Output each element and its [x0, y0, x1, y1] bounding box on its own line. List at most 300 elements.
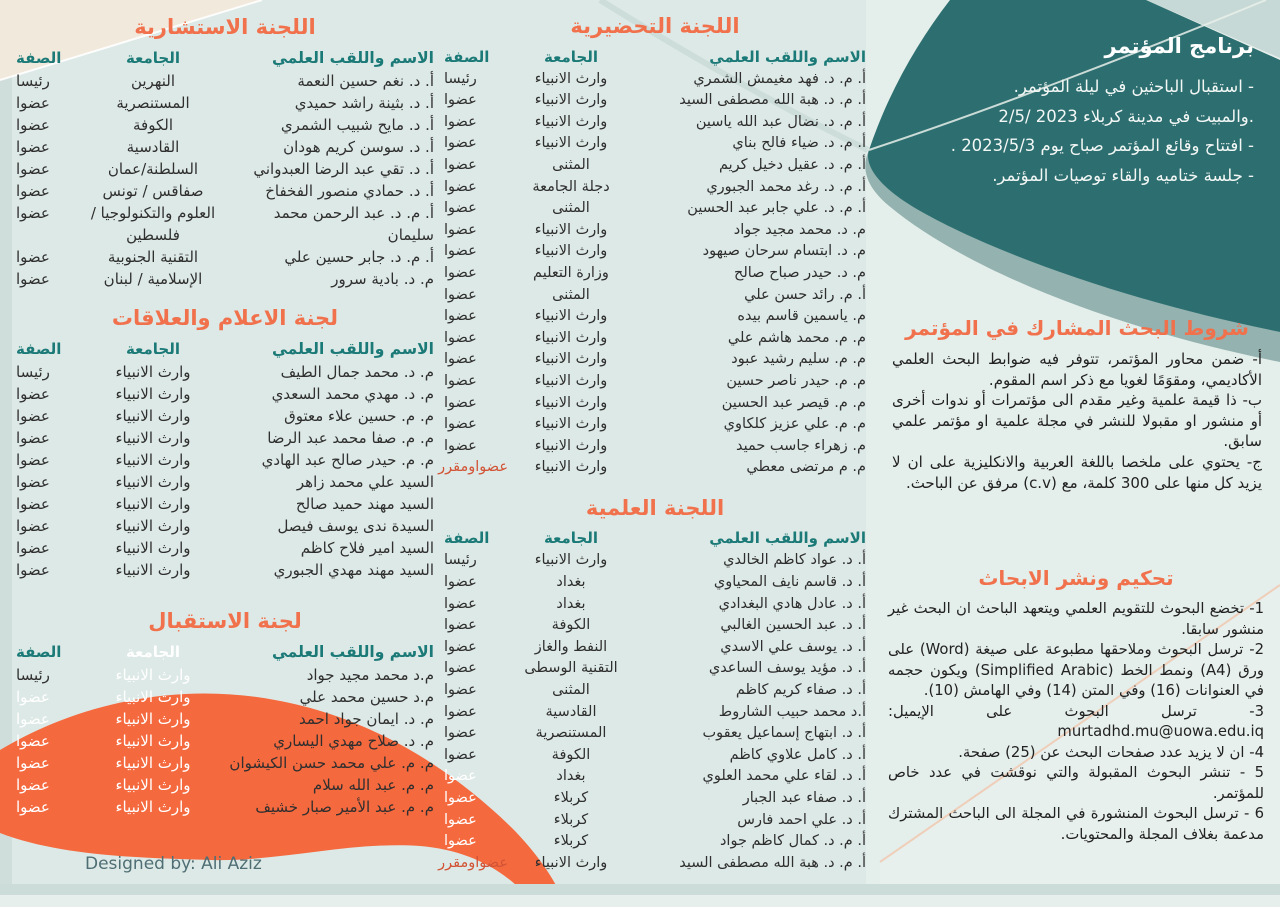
- table-row: [444, 133, 866, 155]
- role-cell: عضوا: [444, 595, 477, 612]
- university-cell: وارث الانبياء: [534, 135, 608, 152]
- name-cell: م. م. محمد هاشم علي: [727, 329, 866, 346]
- table-row: [444, 414, 866, 436]
- name-cell: أ. م. د. عبد الرحمن محمد سليمان: [273, 204, 434, 244]
- role-cell: رئيسا: [444, 552, 477, 569]
- conference-program-section: [880, 34, 1268, 190]
- role-cell: عضوا: [444, 243, 477, 260]
- university-cell: الكوفة: [551, 617, 591, 634]
- role-cell: عضوا: [444, 811, 477, 828]
- university-cell: المثنى: [552, 156, 590, 173]
- table-row: [16, 268, 434, 290]
- name-cell: م. م. قيصر عبد الحسين: [721, 394, 866, 411]
- table-row: [444, 594, 866, 616]
- role-cell: عضوا: [16, 116, 50, 134]
- university-cell: كربلاء: [553, 790, 589, 806]
- university-cell: وارث الانبياء: [115, 710, 191, 728]
- name-cell: م. م. حسين علاء معتوق: [284, 407, 434, 425]
- table-row: [16, 70, 434, 92]
- university-cell: النفط والغاز: [534, 638, 608, 655]
- table-row: [16, 796, 434, 818]
- name-cell: أ. د. ابتهاج إسماعيل يعقوب: [702, 725, 866, 742]
- table-body: [438, 550, 866, 874]
- table-row: [16, 136, 434, 158]
- media-committee-section: [16, 307, 434, 581]
- university-cell: المستنصرية: [116, 94, 190, 112]
- role-cell: عضوا: [16, 710, 50, 728]
- table-row: [444, 328, 866, 350]
- role-header: الصفة: [16, 49, 62, 67]
- table-row: [444, 112, 866, 134]
- role-header: الصفة: [16, 340, 62, 358]
- table-row: [438, 853, 866, 875]
- university-cell: بغداد: [556, 574, 586, 591]
- university-cell: وارث الانبياء: [115, 517, 191, 535]
- table-row: [16, 449, 434, 471]
- table-row: [444, 69, 866, 91]
- name-cell: م. م. علي محمد حسن الكيشوان: [229, 754, 434, 772]
- role-cell: عضواومقرر: [438, 854, 508, 871]
- university-cell: وارث الانبياء: [534, 308, 608, 325]
- bottom-strip-light: [0, 895, 1280, 907]
- table-row: [16, 361, 434, 383]
- publication-item: 4- ان لا يزيد عدد صفحات البحث عن (25) صفحة.: [958, 743, 1264, 761]
- university-cell: المثنى: [552, 682, 590, 699]
- role-cell: عضوا: [16, 182, 50, 200]
- university-cell: صفاقس / تونس: [102, 182, 204, 200]
- table-row: [16, 515, 434, 537]
- name-cell: أ. م. د. كمال كاظم جواد: [719, 833, 866, 850]
- role-cell: عضوا: [16, 473, 50, 491]
- name-cell: أ. د. قاسم نايف المحياوي: [713, 574, 866, 591]
- name-cell: م. م. حيدر صالح عبد الهادي: [261, 451, 434, 469]
- table-row: [16, 246, 434, 268]
- program-item: - افتتاح وقائع المؤتمر صباح يوم 2023/5/3 .: [950, 136, 1254, 155]
- university-cell: وارث الانبياء: [115, 429, 191, 447]
- name-cell: م. م. سليم رشيد عبود: [731, 351, 866, 368]
- name-cell: أ. د. مؤيد يوسف الساعدي: [708, 660, 866, 677]
- university-cell: وارث الانبياء: [534, 394, 608, 411]
- name-cell: أ. د. سوسن كريم هودان: [283, 138, 434, 156]
- role-cell: عضوا: [444, 768, 477, 785]
- table-row: [444, 90, 866, 112]
- role-cell: عضوا: [444, 682, 477, 699]
- role-cell: عضوا: [16, 539, 50, 557]
- table-row: [16, 471, 434, 493]
- name-cell: م. ياسمين قاسم بيده: [737, 308, 866, 325]
- table-row: [16, 559, 434, 581]
- name-cell: م. م. عبد الله سلام: [312, 776, 434, 794]
- university-header: الجامعة: [125, 643, 181, 661]
- publication-items: [888, 599, 1264, 845]
- name-cell: أ. م. د. هبة الله مصطفى السيد: [679, 92, 866, 109]
- publication-item: 6 - ترسل البحوث المنشورة في المجلة الى الباحث المشترك مدعمة بغلاف المجلة والمحتويات.: [888, 805, 1264, 843]
- preparatory-committee-section: [438, 14, 866, 479]
- university-cell: وارث الانبياء: [534, 351, 608, 368]
- role-cell: عضوا: [444, 703, 477, 720]
- name-cell: أ. د. تقي عبد الرضا العبدواني: [253, 160, 434, 178]
- name-cell: أ. م. د. جابر حسين علي: [284, 248, 434, 266]
- table-body: [16, 664, 434, 818]
- university-cell: المثنى: [552, 286, 590, 303]
- role-cell: رئيسا: [444, 70, 477, 87]
- role-cell: رئيسا: [16, 363, 50, 381]
- name-cell: أ. د. بثينة راشد حميدي: [294, 94, 434, 112]
- university-cell: وارث الانبياء: [115, 798, 191, 816]
- name-cell: م. د. محمد جمال الطيف: [280, 363, 434, 381]
- table-row: [444, 220, 866, 242]
- table-row: [444, 615, 866, 637]
- name-header: الاسم واللقب العلمي: [272, 49, 434, 67]
- role-cell: رئيسا: [16, 666, 50, 684]
- name-cell: السيد علي محمد زاهر: [296, 473, 434, 491]
- name-cell: أ. د. علي احمد فارس: [737, 811, 866, 828]
- role-cell: عضوا: [444, 660, 477, 677]
- university-cell: الكوفة: [133, 116, 173, 134]
- left-column: [16, 16, 434, 818]
- publication-rules-title: تحكيم ونشر الابحاث: [978, 566, 1174, 590]
- name-cell: أ. د. حمادي منصور الفخفاخ: [265, 182, 434, 200]
- role-cell: عضوا: [16, 561, 50, 579]
- table-row: [16, 537, 434, 559]
- university-cell: وزارة التعليم: [533, 264, 609, 281]
- name-header: الاسم واللقب العلمي: [709, 529, 866, 548]
- table-header-row: [16, 337, 434, 361]
- name-cell: أ. م. د. علي جابر عبد الحسين: [687, 200, 866, 217]
- university-cell: وارث الانبياء: [115, 451, 191, 469]
- name-cell: أ. م. د. ضياء فالح بناي: [732, 135, 866, 152]
- program-item: 2/5/ 2023 والمبيت في مدينة كربلاء.: [998, 106, 1254, 126]
- role-cell: عضوا: [444, 372, 477, 389]
- role-cell: عضوا: [444, 221, 477, 238]
- university-cell: وارث الانبياء: [534, 437, 608, 454]
- role-cell: عضوا: [16, 385, 50, 403]
- university-cell: التقنية الوسطى: [524, 660, 618, 677]
- table-row: [444, 436, 866, 458]
- table-row: [16, 158, 434, 180]
- name-cell: م. م. علي عزيز كلكاوي: [723, 416, 866, 433]
- name-cell: السيد مهند مهدي الجبوري: [273, 561, 434, 579]
- name-cell: م. د. بادية سرور: [331, 270, 434, 288]
- program-items: [880, 72, 1254, 190]
- university-cell: وارث الانبياء: [115, 473, 191, 491]
- condition-item: ج- يحتوي على ملخصا باللغة العربية والانكليزية على ان لا يزيد كل منها على 300 كلمة، مع (c.v) مرفق عن الباحث.: [892, 452, 1262, 492]
- role-cell: عضوا: [16, 248, 50, 266]
- university-cell: القادسية: [545, 703, 597, 720]
- university-cell: وارث الانبياء: [115, 495, 191, 513]
- role-cell: عضوا: [16, 776, 50, 794]
- university-header: الجامعة: [543, 529, 599, 548]
- table-row: [444, 306, 866, 328]
- university-cell: وارث الانبياء: [115, 732, 191, 750]
- name-cell: م. م. حيدر ناصر حسين: [726, 372, 866, 389]
- role-cell: عضواومقرر: [438, 459, 508, 476]
- role-cell: عضوا: [444, 264, 477, 281]
- name-cell: م. د. مهدي محمد السعدي: [271, 385, 434, 403]
- name-cell: م. د. ابتسام سرحان صيهود: [702, 243, 866, 260]
- table-row: [16, 493, 434, 515]
- role-cell: عضوا: [16, 754, 50, 772]
- university-cell: وارث الانبياء: [534, 416, 608, 433]
- table-row: [444, 550, 866, 572]
- university-cell: وارث الانبياء: [534, 221, 608, 238]
- conditions-items: [892, 349, 1262, 493]
- name-cell: أ. م. د. رغد محمد الجبوري: [706, 178, 866, 195]
- university-cell: الإسلامية / لبنان: [103, 270, 203, 288]
- role-cell: عضوا: [444, 416, 477, 433]
- university-cell: وارث الانبياء: [534, 243, 608, 260]
- university-cell: وارث الانبياء: [534, 552, 608, 569]
- university-cell: وارث الانبياء: [534, 329, 608, 346]
- table-row: [444, 745, 866, 767]
- name-cell: م. د. صلاح مهدي اليساري: [273, 732, 434, 750]
- table-header-row: [444, 527, 866, 550]
- table-row: [444, 723, 866, 745]
- name-cell: أ. د. نغم حسين النعمة: [297, 72, 434, 90]
- bottom-strip-dark: [0, 884, 1280, 895]
- name-cell: أ. د. كامل علاوي كاظم: [729, 746, 866, 763]
- research-conditions-section: [876, 316, 1272, 493]
- conference-program-title: برنامج المؤتمر: [1104, 34, 1254, 58]
- reception-committee-section: [16, 610, 434, 818]
- name-cell: أ. م. د. فهد مغيمش الشمري: [693, 70, 866, 87]
- table-row: [16, 686, 434, 708]
- media-committee-title: لجنة الاعلام والعلاقات: [111, 306, 339, 330]
- name-cell: أ. د. لقاء علي محمد العلوي: [702, 768, 866, 785]
- name-cell: أ. د. يوسف علي الاسدي: [720, 638, 866, 655]
- name-cell: أ. م. د. هبة الله مصطفى السيد: [679, 854, 866, 871]
- table-row: [444, 155, 866, 177]
- publication-item: 5 - تنشر البحوث المقبولة والتي نوقشت في عدد خاص للمؤتمر.: [888, 764, 1264, 802]
- name-cell: م.د محمد مجيد جواد: [306, 666, 434, 684]
- university-cell: المثنى: [552, 200, 590, 217]
- table-header-row: [16, 640, 434, 664]
- role-cell: عضوا: [444, 135, 477, 152]
- name-header: الاسم واللقب العلمي: [709, 47, 866, 66]
- university-cell: وارث الانبياء: [115, 754, 191, 772]
- name-cell: م. م مرتضى معطي: [746, 459, 866, 476]
- scientific-committee-title: اللجنة العلمية: [585, 495, 725, 520]
- role-cell: عضوا: [16, 138, 50, 156]
- role-cell: عضوا: [16, 732, 50, 750]
- table-body: [16, 361, 434, 581]
- name-cell: السيد امير فلاح كاظم: [300, 539, 434, 557]
- role-cell: رئيسا: [16, 72, 50, 90]
- name-cell: م. د. ايمان جواد احمد: [298, 710, 434, 728]
- designer-credit: Designed by: Ali Aziz: [85, 854, 262, 874]
- university-cell: وارث الانبياء: [534, 113, 608, 130]
- table-row: [444, 371, 866, 393]
- name-cell: أ. د. صفاء كريم كاظم: [735, 682, 866, 699]
- university-cell: التقنية الجنوبية: [107, 248, 199, 266]
- role-cell: عضوا: [444, 200, 477, 217]
- name-cell: السيد مهند حميد صالح: [295, 495, 434, 513]
- name-cell: م. م. صفا محمد عبد الرضا: [267, 429, 434, 447]
- university-cell: الكوفة: [551, 746, 591, 763]
- university-cell: السلطنة/عمان: [107, 160, 199, 178]
- role-cell: عضوا: [16, 270, 50, 288]
- university-cell: وارث الانبياء: [115, 561, 191, 579]
- reception-committee-title: لجنة الاستقبال: [148, 609, 302, 633]
- table-row: [444, 393, 866, 415]
- university-cell: وارث الانبياء: [534, 459, 608, 476]
- table-body: [16, 70, 434, 290]
- name-cell: أ. د. عواد كاظم الخالدي: [723, 552, 866, 569]
- university-cell: وارث الانبياء: [115, 666, 191, 684]
- role-cell: عضوا: [16, 451, 50, 469]
- condition-item: ب- ذا قيمة علمية وغير مقدم الى مؤتمرات أو ندوات أخرى أو منشور او مقبولا للنشر في مجلة علمية او مؤتمر علمي سابق.: [892, 391, 1262, 451]
- role-cell: عضوا: [16, 798, 50, 816]
- table-row: [16, 730, 434, 752]
- name-cell: أ. د. صفاء عبد الجبار: [742, 790, 866, 806]
- university-header: الجامعة: [125, 340, 181, 358]
- role-cell: عضوا: [16, 160, 50, 178]
- role-cell: عضوا: [444, 725, 477, 742]
- table-row: [16, 180, 434, 202]
- role-header: الصفة: [444, 529, 490, 548]
- role-cell: عضوا: [444, 790, 477, 806]
- advisory-committee-section: [16, 16, 434, 290]
- table-row: [444, 680, 866, 702]
- table-row: [16, 383, 434, 405]
- publication-item: 3- ترسل البحوث على الإيميل: murtadhd.mu@uowa.edu.iq: [888, 702, 1264, 740]
- table-body: [438, 69, 866, 479]
- role-cell: عضوا: [444, 638, 477, 655]
- role-cell: عضوا: [444, 156, 477, 173]
- table-row: [444, 241, 866, 263]
- table-row: [16, 114, 434, 136]
- name-cell: م. م. عبد الأمير صبار خشيف: [255, 798, 434, 816]
- role-cell: عضوا: [444, 286, 477, 303]
- table-row: [444, 766, 866, 788]
- university-cell: وارث الانبياء: [115, 385, 191, 403]
- role-cell: عضوا: [16, 204, 50, 222]
- table-row: [16, 92, 434, 114]
- role-cell: عضوا: [16, 495, 50, 513]
- name-cell: م.د حسين محمد علي: [299, 688, 434, 706]
- name-cell: م. زهراء جاسب حميد: [735, 437, 866, 454]
- university-cell: بغداد: [556, 768, 586, 785]
- name-cell: أ. د. مايح شبيب الشمري: [280, 116, 434, 134]
- role-header: الصفة: [16, 643, 62, 661]
- table-row: [438, 457, 866, 479]
- condition-item: أ- ضمن محاور المؤتمر، تتوفر فيه ضوابط البحث العلمي الأكاديمي، ومقوَمًا لغويا مع ذكر اسم المقوم.: [892, 350, 1262, 389]
- role-cell: عضوا: [444, 113, 477, 130]
- scientific-committee-section: [438, 495, 866, 875]
- table-row: [444, 263, 866, 285]
- university-cell: العلوم والتكنولوجيا / فلسطين: [90, 204, 216, 244]
- university-cell: المستنصرية: [535, 725, 607, 742]
- table-row: [16, 664, 434, 686]
- name-cell: م. د. محمد مجيد جواد: [733, 221, 866, 238]
- role-cell: عضوا: [444, 437, 477, 454]
- university-cell: وارث الانبياء: [115, 407, 191, 425]
- table-header-row: [16, 46, 434, 70]
- table-row: [16, 774, 434, 796]
- university-cell: وارث الانبياء: [534, 372, 608, 389]
- table-row: [444, 349, 866, 371]
- role-cell: عضوا: [444, 329, 477, 346]
- name-cell: أ. د. عبد الحسين الغالبي: [720, 617, 866, 634]
- name-cell: أ.د محمد حبيب الشاروط: [718, 703, 866, 720]
- role-cell: عضوا: [444, 178, 477, 195]
- role-cell: عضوا: [16, 517, 50, 535]
- role-cell: عضوا: [444, 92, 477, 109]
- table-row: [16, 708, 434, 730]
- table-row: [444, 198, 866, 220]
- table-row: [444, 831, 866, 853]
- table-row: [16, 405, 434, 427]
- role-cell: عضوا: [444, 308, 477, 325]
- role-cell: عضوا: [444, 574, 477, 591]
- role-cell: عضوا: [16, 94, 50, 112]
- role-cell: عضوا: [16, 429, 50, 447]
- table-row: [444, 572, 866, 594]
- university-cell: دجلة الجامعة: [532, 178, 610, 195]
- role-cell: عضوا: [16, 407, 50, 425]
- name-cell: أ. م. رائد حسن علي: [744, 286, 866, 303]
- university-cell: القادسية: [126, 138, 180, 156]
- role-cell: عضوا: [16, 688, 50, 706]
- table-row: [444, 658, 866, 680]
- name-header: الاسم واللقب العلمي: [272, 340, 434, 358]
- middle-column: [438, 14, 866, 874]
- role-cell: عضوا: [444, 394, 477, 411]
- university-cell: وارث الانبياء: [115, 539, 191, 557]
- program-item: - استقبال الباحثين في ليلة المؤتمر.: [1013, 77, 1254, 96]
- table-row: [444, 810, 866, 832]
- preparatory-committee-title: اللجنة التحضيرية: [570, 14, 740, 38]
- university-cell: وارث الانبياء: [534, 854, 608, 871]
- university-cell: وارث الانبياء: [115, 776, 191, 794]
- university-cell: وارث الانبياء: [534, 70, 608, 87]
- table-row: [444, 285, 866, 307]
- name-cell: أ. م. د. عقيل دخيل كريم: [718, 156, 866, 173]
- role-cell: عضوا: [444, 351, 477, 368]
- role-cell: عضوا: [444, 746, 477, 763]
- publication-rules-section: [874, 566, 1274, 845]
- table-header-row: [444, 46, 866, 69]
- name-cell: م. د. حيدر صباح صالح: [733, 264, 866, 281]
- role-cell: عضوا: [444, 833, 477, 850]
- university-header: الجامعة: [543, 47, 599, 66]
- publication-item: 2- ترسل البحوث وملاحقها مطبوعة على صيغة (Word) على ورق (A4) ونمط الخط (Simplified Arabic) ويكون حجمه في العنوانات (16) وفي المتن (14) وفي الهامش (10).: [888, 641, 1265, 699]
- table-row: [444, 788, 866, 810]
- name-cell: أ. م. د. نضال عبد الله ياسين: [695, 113, 866, 130]
- table-row: [16, 202, 434, 246]
- program-item: - جلسة ختاميه والقاء توصيات المؤتمر.: [992, 165, 1254, 185]
- role-header: الصفة: [444, 47, 490, 66]
- university-cell: النهرين: [130, 72, 176, 90]
- research-conditions-title: شروط البحث المشارك في المؤتمر: [905, 316, 1249, 340]
- table-row: [444, 177, 866, 199]
- university-cell: بغداد: [556, 595, 586, 612]
- university-header: الجامعة: [125, 49, 181, 67]
- university-cell: وارث الانبياء: [115, 363, 191, 381]
- table-row: [444, 637, 866, 659]
- name-cell: السيدة ندى يوسف فيصل: [277, 517, 434, 535]
- name-cell: أ. د. عادل هادي البغدادي: [718, 595, 866, 612]
- advisory-committee-title: اللجنة الاستشارية: [134, 15, 316, 39]
- role-cell: عضوا: [444, 617, 477, 634]
- table-row: [16, 427, 434, 449]
- university-cell: وارث الانبياء: [115, 688, 191, 706]
- table-row: [444, 702, 866, 724]
- table-row: [16, 752, 434, 774]
- name-header: الاسم واللقب العلمي: [272, 643, 434, 661]
- university-cell: وارث الانبياء: [534, 92, 608, 109]
- university-cell: كربلاء: [553, 833, 589, 850]
